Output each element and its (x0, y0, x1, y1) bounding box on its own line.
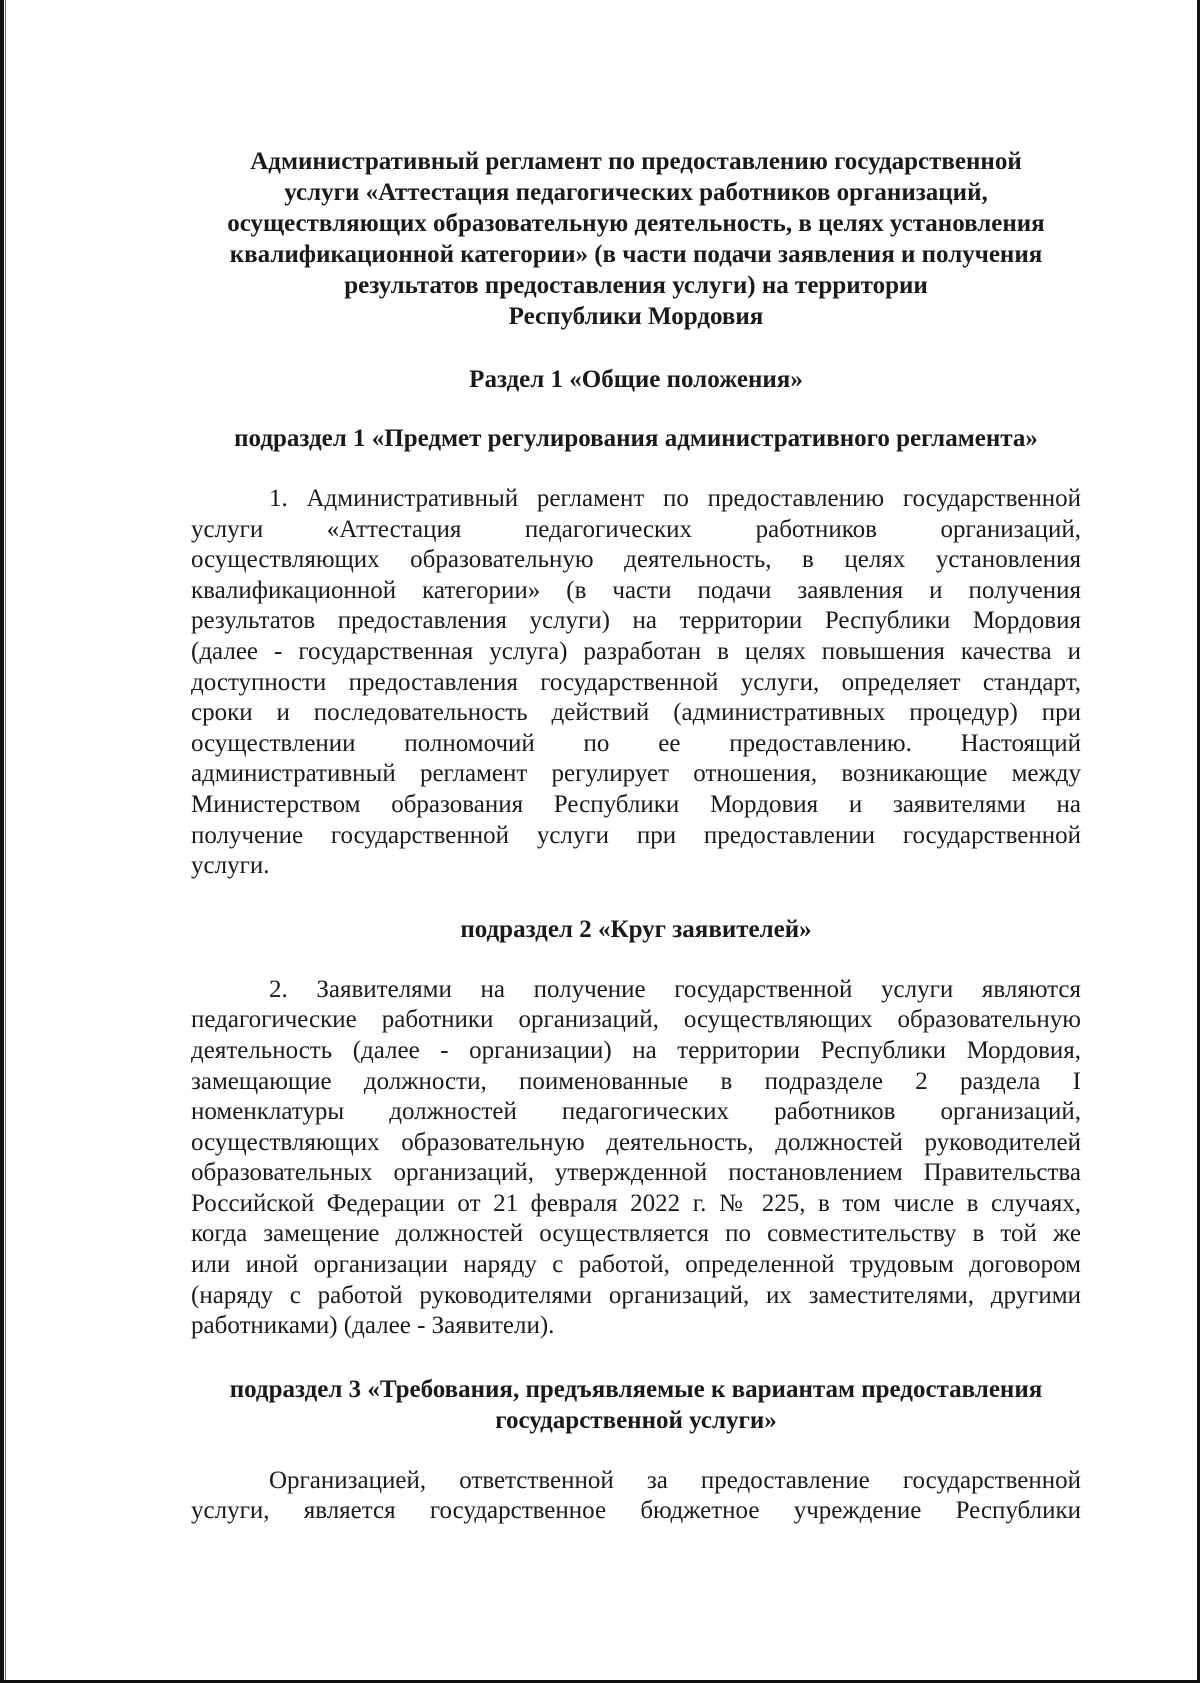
paragraph-line: получение государственной услуги при предоставлении государственной (191, 821, 1081, 849)
paragraph-line: квалификационной категории» (в части подачи заявления и получения (191, 576, 1081, 604)
paragraph-line: 1. Административный регламент по предоставлению государственной (269, 485, 1081, 512)
paragraph-2 (191, 975, 1081, 1342)
title-line: Административный регламент по предоставлению государственной (250, 148, 1022, 175)
subsection-3-heading (191, 1374, 1081, 1436)
subsection-3-heading-line: государственной услуги» (495, 1406, 777, 1434)
section-1-heading: Раздел 1 «Общие положения» (469, 366, 803, 393)
title-line: услуги «Аттестация педагогических работников организаций, (284, 179, 988, 206)
paragraph-line: номенклатуры должностей педагогических работников организаций, (191, 1098, 1081, 1126)
paragraph-1 (191, 484, 1081, 882)
paragraph-3 (191, 1466, 1081, 1527)
paragraph-line: работниками) (далее - Заявители). (191, 1312, 555, 1340)
paragraph-line: административный регламент регулирует отношения, возникающие между (191, 760, 1081, 788)
paragraph-line: педагогические работники организаций, осуществляющих образовательную (191, 1006, 1081, 1034)
paragraph-line: услуги, является государственное бюджетное учреждение Республики (191, 1497, 1081, 1525)
paragraph-line: деятельность (далее - организации) на территории Республики Мордовия, (191, 1036, 1081, 1064)
title-line: результатов предоставления услуги) на территории (344, 272, 928, 299)
subsection-2-heading: подраздел 2 «Круг заявителей» (460, 915, 812, 943)
document-content (191, 146, 1081, 1527)
paragraph-line: (наряду с работой руководителями организаций, их заместителями, другими (191, 1281, 1081, 1309)
paragraph-line: осуществлении полномочий по ее предоставлению. Настоящий (191, 729, 1081, 757)
paragraph-line: услуги. (191, 852, 270, 880)
paragraph-line: замещающие должности, поименованные в подразделе 2 раздела I (191, 1067, 1081, 1095)
paragraph-line: Российской Федерации от 21 февраля 2022 г. № 225, в том числе в случаях, (191, 1189, 1081, 1217)
scan-edge-left (0, 0, 4, 1683)
paragraph-line: Министерством образования Республики Мордовия и заявителями на (191, 790, 1081, 818)
paragraph-line: осуществляющих образовательную деятельность, в целях установления (191, 546, 1081, 574)
paragraph-line: сроки и последовательность действий (административных процедур) при (191, 699, 1081, 727)
paragraph-line: доступности предоставления государственной услуги, определяет стандарт, (191, 668, 1081, 696)
paragraph-line: услуги «Аттестация педагогических работников организаций, (191, 515, 1081, 543)
paragraph-line: результатов предоставления услуги) на территории Республики Мордовия (191, 607, 1081, 635)
paragraph-line: осуществляющих образовательную деятельность, должностей руководителей (191, 1128, 1081, 1156)
paragraph-line: когда замещение должностей осуществляется по совместительству в той же (191, 1220, 1081, 1248)
title-line: осуществляющих образовательную деятельность, в целях установления (227, 210, 1045, 237)
subsection-1-heading: подраздел 1 «Предмет регулирования административного регламента» (234, 425, 1038, 452)
paragraph-line: или иной организации наряду с работой, определенной трудовым договором (191, 1251, 1081, 1279)
document-title (191, 146, 1081, 332)
subsection-3-heading-line: подраздел 3 «Требования, предъявляемые к вариантам предоставления (229, 1375, 1043, 1403)
paragraph-line: образовательных организаций, утвержденной постановлением Правительства (191, 1159, 1081, 1187)
title-line: квалификационной категории» (в части подачи заявления и получения (229, 241, 1043, 268)
title-line: Республики Мордовия (508, 303, 764, 330)
paragraph-line: 2. Заявителями на получение государственной услуги являются (269, 975, 1081, 1003)
paragraph-line: Организацией, ответственной за предоставление государственной (269, 1466, 1081, 1494)
scan-edge-left-shadow (5, 0, 6, 1683)
paragraph-line: (далее - государственная услуга) разработан в целях повышения качества и (191, 637, 1081, 665)
